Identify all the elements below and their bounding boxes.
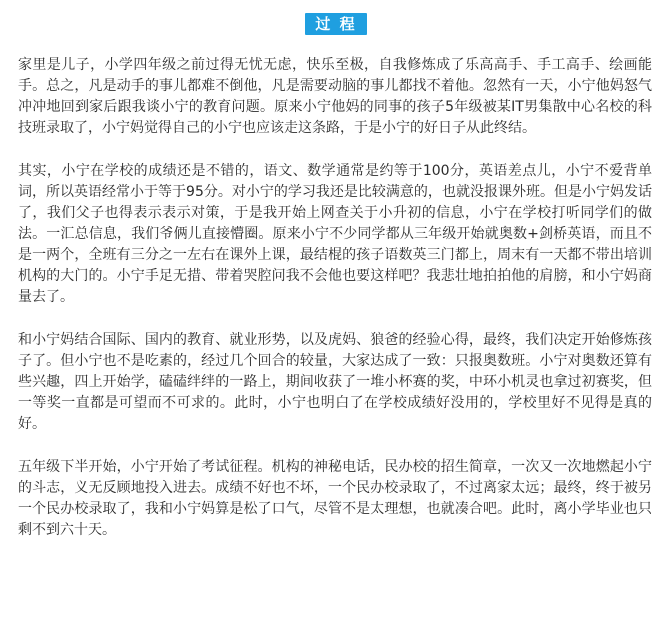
section-header [0, 13, 672, 35]
article-body [18, 55, 652, 563]
paragraph-3: 和小宁妈结合国际、国内的教育、就业形势，以及虎妈、狼爸的经验心得，最终，我们决定开始修炼孩子了。但小宁也不是吃素的，经过几个回合的较量，大家达成了一致：只报奥数班。小宁对奥数还算有些兴趣，四上开始学，磕磕绊绊的一路上，期间收获了一堆小杯赛的奖，中环小机灵也拿过初赛奖，但一等奖一直都是可望而不可求的。此时，小宁也明白了在学校成绩好没用的，学校里好不见得是真的好。 [18, 332, 652, 432]
paragraph-4: 五年级下半开始，小宁开始了考试征程。机构的神秘电话，民办校的招生简章，一次又一次地燃起小宁的斗志，义无反顾地投入进去。成绩不好也不坏，一个民办校录取了，不过离家太远；最终，终于被另一个民办校录取了，我和小宁妈算是松了口气，尽管不是太理想，也就凑合吧。此时，离小学毕业也只剩不到六十天。 [18, 459, 652, 538]
paragraph-1: 家里是儿子，小学四年级之前过得无忧无虑，快乐至极，自我修炼成了乐高高手、手工高手、绘画能手。总之，凡是动手的事儿都难不倒他，凡是需要动脑的事儿都找不着他。忽然有一天，小宁他妈怒气冲冲地回到家后跟我谈小宁的教育问题。原来小宁他妈的同事的孩子5年级被某IT男集散中心名校的科技班录取了，小宁妈觉得自己的小宁也应该走这条路，于是小宁的好日子从此终结。 [18, 57, 652, 136]
section-title-badge: 过 程 [305, 13, 366, 35]
paragraph-2: 其实，小宁在学校的成绩还是不错的，语文、数学通常是约等于100分，英语差点儿，小宁不爱背单词，所以英语经常小于等于95分。对小宁的学习我还是比较满意的，也就没报课外班。但是小宁妈发话了，我们父子也得表示表示对策，于是我开始上网查关于小升初的信息，小宁在学校打听同学们的做法。一汇总信息，我们爷俩儿直接懵圈。原来小宁不少同学都从三年级开始就奥数+剑桥英语，而且不是一两个，全班有三分之一左右在课外上课，最结棍的孩子语数英三门都上，周末有一天都不带出培训机构的大门的。小宁手足无措、带着哭腔问我不会他也要这样吧？我悲壮地拍拍他的肩膀，和小宁妈商量去了。 [18, 163, 652, 305]
